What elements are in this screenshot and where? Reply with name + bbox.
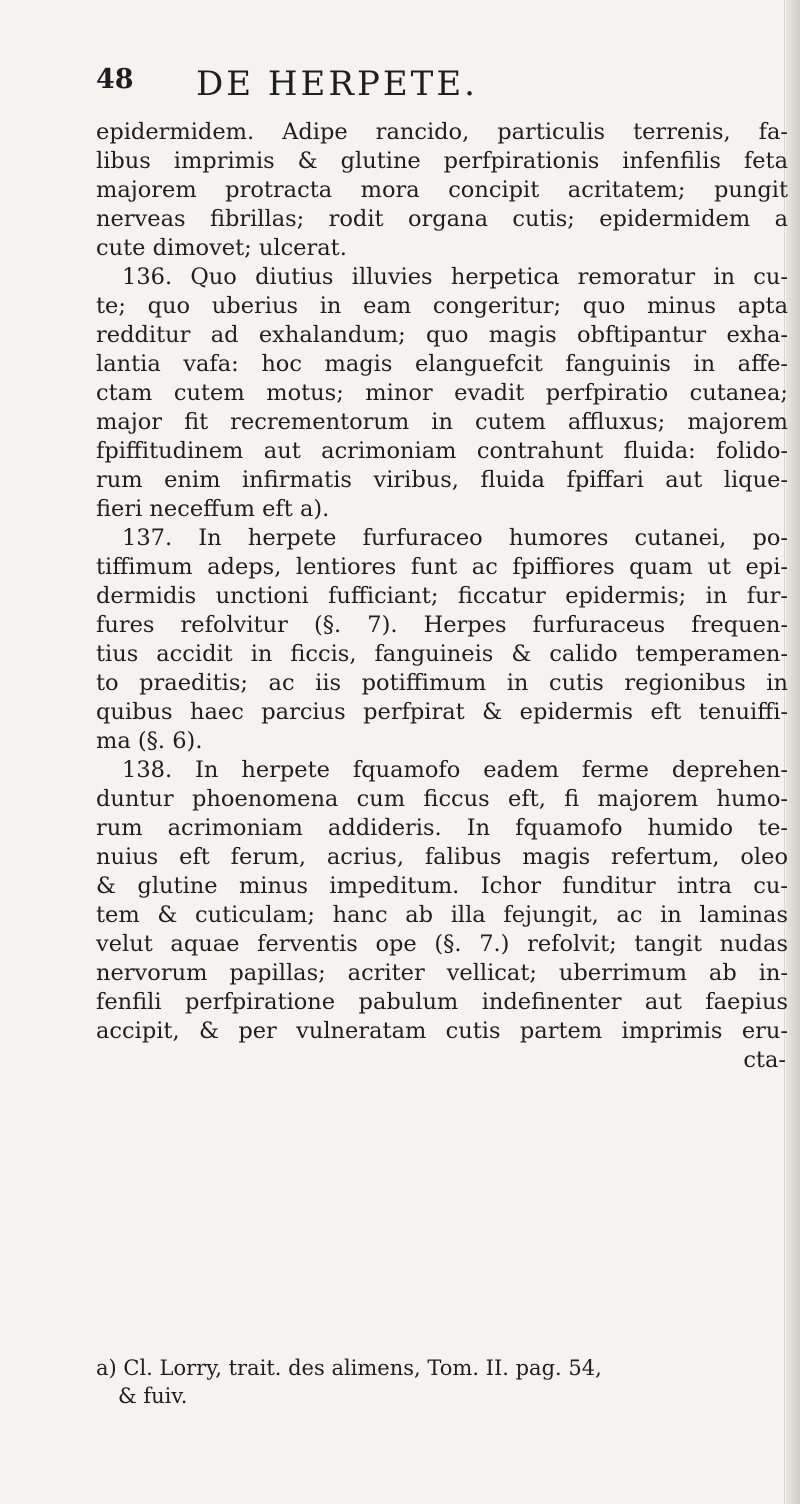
text-line: lantia vafa: hoc magis elanguefcit fanguinis in affe-	[96, 351, 788, 377]
text-line: & glutine minus impeditum. Ichor funditur intra cu-	[96, 873, 788, 899]
footnote	[96, 1354, 696, 1410]
paragraph-137-start: 137. In herpete furfuraceo humores cutanei, po-	[122, 525, 788, 551]
text-line: tius accidit in ficcis, fanguineis & calido temperamen-	[96, 641, 788, 667]
running-head: DE HERPETE.	[196, 64, 478, 104]
catchword: cta-	[743, 1047, 786, 1073]
text-line: te; quo uberius in eam congeritur; quo minus apta	[96, 293, 788, 319]
footnote-line: & fuiv.	[118, 1384, 188, 1408]
text-line: fpiffitudinem aut acrimoniam contrahunt fluida: folido-	[96, 438, 788, 464]
text-line: ctam cutem motus; minor evadit perfpiratio cutanea;	[96, 380, 788, 406]
text-line: tem & cuticulam; hanc ab illa fejungit, ac in laminas	[96, 902, 788, 928]
text-line: nervorum papillas; acriter vellicat; uberrimum ab in-	[96, 960, 788, 986]
text-line: libus imprimis & glutine perfpirationis infenfilis feta	[96, 148, 788, 174]
page-number: 48	[96, 64, 134, 95]
footnote-line: a) Cl. Lorry, trait. des alimens, Tom. II. pag. 54,	[96, 1356, 602, 1380]
text-line: to praeditis; ac iis potiffimum in cutis regionibus in	[96, 670, 788, 696]
text-line: fures refolvitur (§. 7). Herpes furfuraceus frequen-	[96, 612, 788, 638]
text-line: duntur phoenomena cum ficcus eft, fi majorem humo-	[96, 786, 788, 812]
text-line: rum acrimoniam addideris. In fquamofo humido te-	[96, 815, 788, 841]
text-line: ma (§. 6).	[96, 728, 203, 754]
text-line: quibus haec parcius perfpirat & epidermis eft tenuiffi-	[96, 699, 788, 725]
text-line: nuius eft ferum, acrius, falibus magis refertum, oleo	[96, 844, 788, 870]
text-line: redditur ad exhalandum; quo magis obftipantur exha-	[96, 322, 788, 348]
text-line: fieri neceffum eft a).	[96, 496, 330, 522]
paragraph-136-start: 136. Quo diutius illuvies herpetica remoratur in cu-	[122, 264, 788, 290]
text-line: nerveas fibrillas; rodit organa cutis; epidermidem a	[96, 206, 788, 232]
paragraph-138-start: 138. In herpete fquamofo eadem ferme deprehen-	[122, 757, 788, 783]
text-line: velut aquae ferventis ope (§. 7.) refolvit; tangit nudas	[96, 931, 788, 957]
text-line: rum enim infirmatis viribus, fluida fpiffari aut lique-	[96, 467, 788, 493]
text-line: tiffimum adeps, lentiores funt ac fpiffiores quam ut epi-	[96, 554, 788, 580]
page-header	[96, 64, 740, 104]
text-line: epidermidem. Adipe rancido, particulis terrenis, fa-	[96, 119, 788, 145]
text-line: fenfili perfpiratione pabulum indefinenter aut faepius	[96, 989, 788, 1015]
page-edge-shadow	[786, 0, 800, 1504]
text-line: majorem protracta mora concipit acritatem; pungit	[96, 177, 788, 203]
text-line: dermidis unctioni fufficiant; ficcatur epidermis; in fur-	[96, 583, 788, 609]
body-text	[96, 118, 788, 1075]
text-line: accipit, & per vulneratam cutis partem imprimis eru-	[96, 1018, 788, 1044]
text-line: major fit recrementorum in cutem affluxus; majorem	[96, 409, 788, 435]
text-line: cute dimovet; ulcerat.	[96, 235, 347, 261]
